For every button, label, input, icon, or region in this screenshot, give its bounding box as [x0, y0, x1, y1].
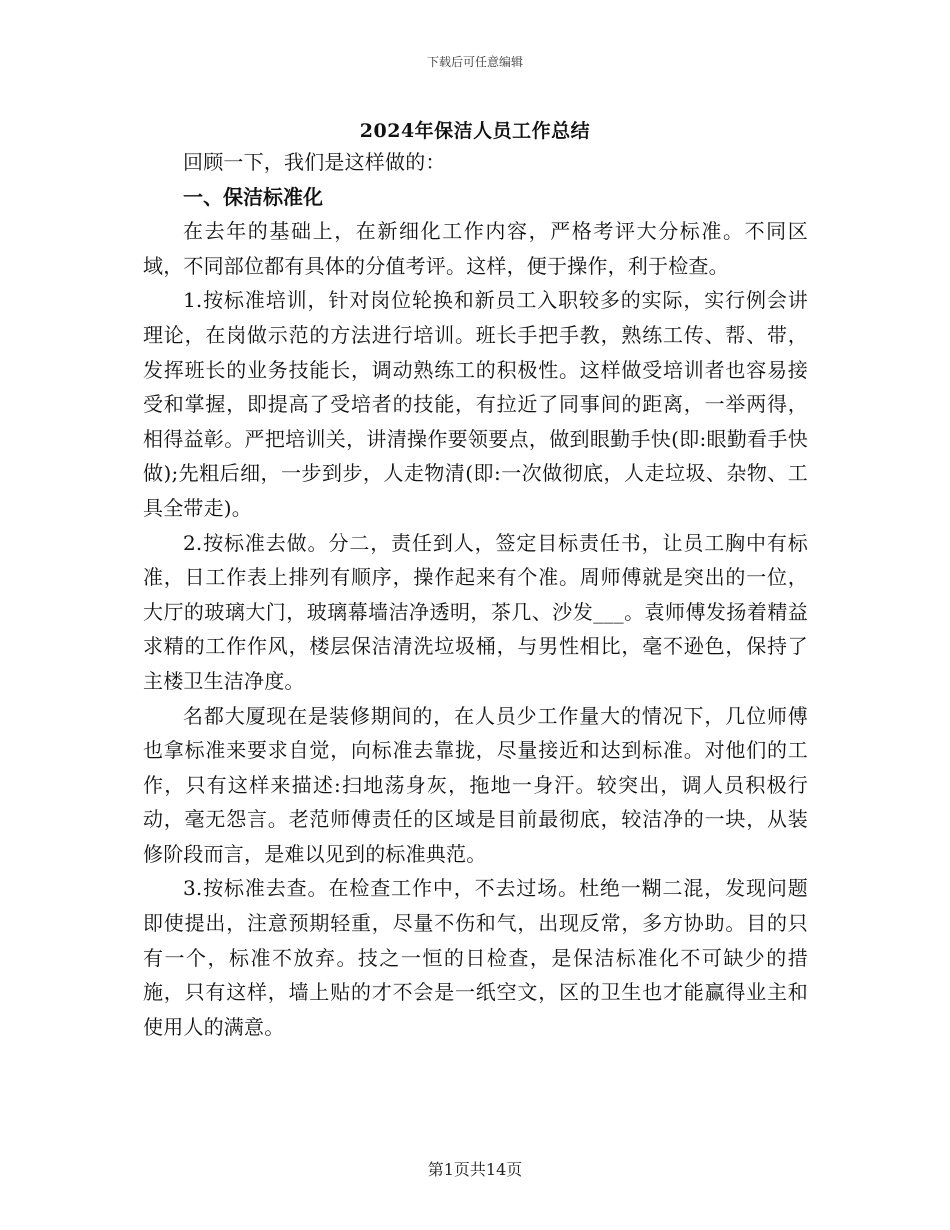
- document-body: [143, 145, 808, 1044]
- body-paragraph: 在去年的基础上，在新细化工作内容，严格考评大分标准。不同区域，不同部位都有具体的分值考评。这样，便于操作，利于检查。: [143, 219, 808, 278]
- body-paragraph: 2.按标准去做。分二，责任到人，签定目标责任书，让员工胸中有标准，日工作表上排列有顺序，操作起来有个准。周师傅就是突出的一位，大厅的玻璃大门，玻璃幕墙洁净透明，茶几、沙发___。袁师傅发扬着精益求精的工作作风，楼层保洁清洗垃圾桶，与男性相比，毫不逊色，保持了主楼卫生洁净度。: [143, 530, 808, 693]
- page-number: 第1页共14页: [427, 1160, 523, 1179]
- intro-paragraph: 回顾一下，我们是这样做的：: [183, 150, 446, 174]
- page-header-note: 下载后可任意编辑: [426, 55, 523, 69]
- body-paragraph: 名都大厦现在是装修期间的，在人员少工作量大的情况下，几位师傅也拿标准来要求自觉，向标准去靠拢，尽量接近和达到标准。对他们的工作，只有这样来描述:扫地荡身灰，拖地一身汗。较突出，调人员积极行动，毫无怨言。老范师傅责任的区域是目前最彻底，较洁净的一块，从装修阶段而言，是难以见到的标准典范。: [143, 703, 808, 866]
- body-paragraph: 1.按标准培训，针对岗位轮换和新员工入职较多的实际，实行例会讲理论，在岗做示范的方法进行培训。班长手把手教，熟练工传、帮、带，发挥班长的业务技能长，调动熟练工的积极性。这样做受培训者也容易接受和掌握，即提高了受培者的技能，有拉近了同事间的距离，一举两得，相得益彰。严把培训关，讲清操作要领要点，做到眼勤手快(即:眼勤看手快做);先粗后细，一步到步，人走物清(即:一次做彻底，人走垃圾、杂物、工具全带走)。: [143, 288, 808, 520]
- document-title: 2024年保洁人员工作总结: [359, 120, 591, 142]
- section-heading: 一、保洁标准化: [183, 184, 323, 209]
- body-paragraph: 3.按标准去查。在检查工作中，不去过场。杜绝一糊二混，发现问题即使提出，注意预期轻重，尽量不伤和气，出现反常，多方协助。目的只有一个，标准不放弃。技之一恒的日检查，是保洁标准化不可缺少的措施，只有这样，墙上贴的才不会是一纸空文，区的卫生也才能赢得业主和使用人的满意。: [143, 876, 808, 1039]
